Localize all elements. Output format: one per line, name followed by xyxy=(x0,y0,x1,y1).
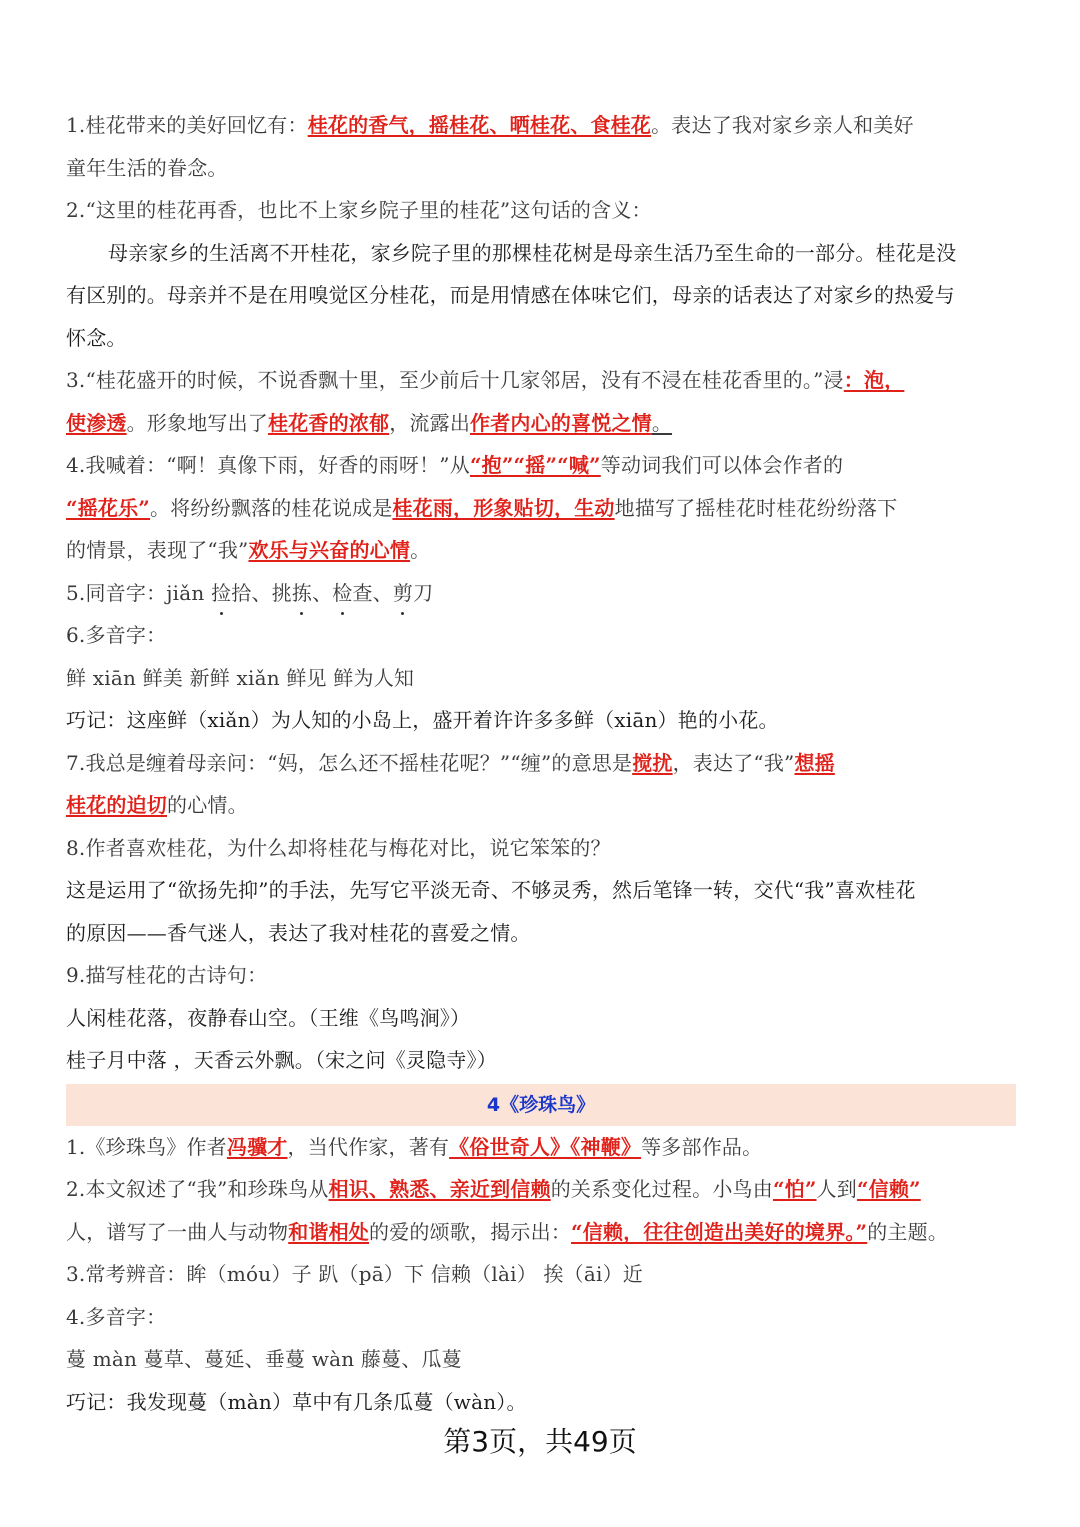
p5-text-1: 拾、挑 xyxy=(231,580,292,605)
p5-text-3: 查、 xyxy=(352,580,393,605)
q3-line: 3.常考辨音：眸（móu）子 趴（pā）下 信赖（lài） 挨（āi）近 xyxy=(66,1262,644,1286)
p5-dotted-char-1: 捡 xyxy=(211,572,231,615)
p1-suffix: 。表达了我对家乡亲人和美好 xyxy=(651,113,914,137)
p4-text-2: 。将纷纷飘落的桂花说成是 xyxy=(150,495,393,520)
q4-title: 4.多音字： xyxy=(66,1304,167,1329)
p5-dotted-char-4: 剪 xyxy=(393,572,413,615)
q2-text-1: 的关系变化过程。小鸟由 xyxy=(550,1177,773,1201)
p6-mnemonic: 巧记：这座鲜（xiǎn）为人知的小岛上，盛开着许许多多鲜（xiān）艳的小花。 xyxy=(66,708,779,732)
q2-answer-5: “信赖，往往创造出美好的境界。” xyxy=(571,1219,868,1244)
p4-answer-1: “抱”“摇”“喊” xyxy=(469,453,601,477)
p7-text: 7.我总是缠着母亲问：“妈，怎么还不摇桂花呢？”“缠”的意思是 xyxy=(66,750,633,775)
p7-line1 xyxy=(66,742,1016,785)
q2-text: 2.本文叙述了“我”和珍珠鸟从 xyxy=(66,1177,329,1201)
p3-line1 xyxy=(66,359,1016,402)
p4-text-1: 等动词我们可以体会作者的 xyxy=(600,453,844,477)
q2-line1 xyxy=(66,1168,1016,1211)
p9-poem-1: 人闲桂花落，夜静春山空。（王维《鸟鸣涧》） xyxy=(66,1005,471,1030)
p7-text-1: ，表达了“我” xyxy=(672,750,795,775)
p4-answer-2: “摇花乐” xyxy=(66,495,151,520)
p4-text: 4.我喊着：“啊！真像下雨，好香的雨呀！”从 xyxy=(66,453,470,477)
p5-dotted-char-2: 拣 xyxy=(292,572,312,615)
p1-line2: 童年生活的眷念。 xyxy=(66,155,228,180)
q1-answer-1: 冯骥才 xyxy=(226,1134,288,1159)
q1-line xyxy=(66,1126,1016,1169)
p9-poem-2: 桂子月中落 ，天香云外飘。（宋之问《灵隐寺》） xyxy=(66,1048,497,1072)
p3-text: 3.“桂花盛开的时候，不说香飘十里，至少前后十几家邻居，没有不浸在桂花香里的。”浸 xyxy=(66,368,844,392)
p5-text-4: 刀 xyxy=(413,580,434,605)
p9-title: 9.描写桂花的古诗句： xyxy=(66,963,268,987)
q2-text-3: 人，谱写了一曲人与动物 xyxy=(66,1219,289,1244)
p3-answer-4: 作者内心的喜悦之情 xyxy=(470,410,652,435)
p3-answer-3: 桂花香的浓郁 xyxy=(268,410,390,435)
q1-text-2: 等多部作品。 xyxy=(641,1134,763,1159)
p4-answer-3: 桂花雨，形象贴切，生动 xyxy=(392,495,615,520)
p4-text-5: 。 xyxy=(410,538,431,562)
p5-dotted-char-3: 检 xyxy=(332,572,352,615)
q1-answer-2: 《俗世奇人》《神鞭》 xyxy=(449,1134,642,1159)
q2-line2 xyxy=(66,1211,1016,1254)
p2-answer-line3: 怀念。 xyxy=(66,325,127,350)
p3-text-2: 。形象地写出了 xyxy=(126,410,269,435)
p3-text-3: ，流露出 xyxy=(389,410,471,435)
q2-text-5: 的主题。 xyxy=(867,1219,949,1244)
q2-text-2: 人到 xyxy=(816,1177,857,1201)
section-header: 4《珍珠鸟》 xyxy=(66,1084,1016,1126)
p4-line3 xyxy=(66,529,1016,572)
q4-mnemonic: 巧记：我发现蔓（màn）草中有几条瓜蔓（wàn）。 xyxy=(66,1389,527,1414)
p2-title: 2.“这里的桂花再香，也比不上家乡院子里的桂花”这句话的含义： xyxy=(66,198,652,222)
p7-answer-3: 桂花的迫切 xyxy=(66,793,167,817)
q2-answer-2: “怕” xyxy=(772,1177,817,1201)
p2-answer-line2: 有区别的。母亲并不是在用嗅觉区分桂花，而是用情感在体味它们，母亲的话表达了对家乡的热爱与 xyxy=(66,283,955,307)
q1-text-1: ，当代作家，著有 xyxy=(287,1134,450,1159)
p1-prefix: 1.桂花带来的美好回忆有： xyxy=(66,113,308,137)
page-number: 第3页，共49页 xyxy=(443,1425,637,1458)
p4-line2 xyxy=(66,487,1016,530)
p7-text-2: 的心情。 xyxy=(167,793,248,817)
q2-answer-4: 和谐相处 xyxy=(288,1219,370,1244)
p4-text-3: 地描写了摇桂花时桂花纷纷落下 xyxy=(614,495,898,520)
p8-answer-line1: 这是运用了“欲扬先抑”的手法，先写它平淡无奇、不够灵秀，然后笔锋一转，交代“我”喜欢桂花 xyxy=(66,878,916,902)
p3-answer-2: 使渗透 xyxy=(66,410,127,435)
p7-answer-2: 想摇 xyxy=(794,750,835,775)
q2-answer-3: “信赖” xyxy=(856,1177,921,1201)
q4-line1: 蔓 màn 蔓草、蔓延、垂蔓 wàn 藤蔓、瓜蔓 xyxy=(66,1347,462,1371)
p4-line1 xyxy=(66,444,1016,487)
p3-answer-1: ：泡， xyxy=(843,368,905,392)
p6-line1: 鲜 xiān 鲜美 新鲜 xiǎn 鲜见 鲜为人知 xyxy=(66,665,415,690)
p8-answer-line2: 的原因——香气迷人，表达了我对桂花的喜爱之情。 xyxy=(66,920,531,945)
p6-title: 6.多音字： xyxy=(66,623,167,647)
document-page xyxy=(66,104,1016,1423)
p5-line xyxy=(66,572,1016,615)
p5-prefix: 5.同音字：jiǎn xyxy=(66,580,212,605)
q1-text: 1.《珍珠鸟》作者 xyxy=(66,1134,227,1159)
q2-answer-1: 相识、熟悉、亲近到信赖 xyxy=(328,1177,551,1201)
p8-title: 8.作者喜欢桂花，为什么却将桂花与梅花对比，说它笨笨的？ xyxy=(66,835,611,860)
p2-answer-line1: 母亲家乡的生活离不开桂花，家乡院子里的那棵桂花树是母亲生活乃至生命的一部分。桂花是没 xyxy=(108,240,957,265)
p5-text-2: 、 xyxy=(312,580,333,605)
p1-answer: 桂花的香气，摇桂花、晒桂花、食桂花 xyxy=(307,113,652,137)
p4-text-4: 的情景，表现了“我” xyxy=(66,538,249,562)
q2-text-4: 的爱的颂歌，揭示出： xyxy=(369,1219,572,1244)
p7-answer-1: 搅扰 xyxy=(632,750,673,775)
p3-line2 xyxy=(66,402,1016,445)
p7-line2 xyxy=(66,784,1016,827)
p4-answer-4: 欢乐与兴奋的心情 xyxy=(248,538,411,562)
p3-text-4: 。 xyxy=(651,410,673,435)
p1-line1 xyxy=(66,104,1016,147)
